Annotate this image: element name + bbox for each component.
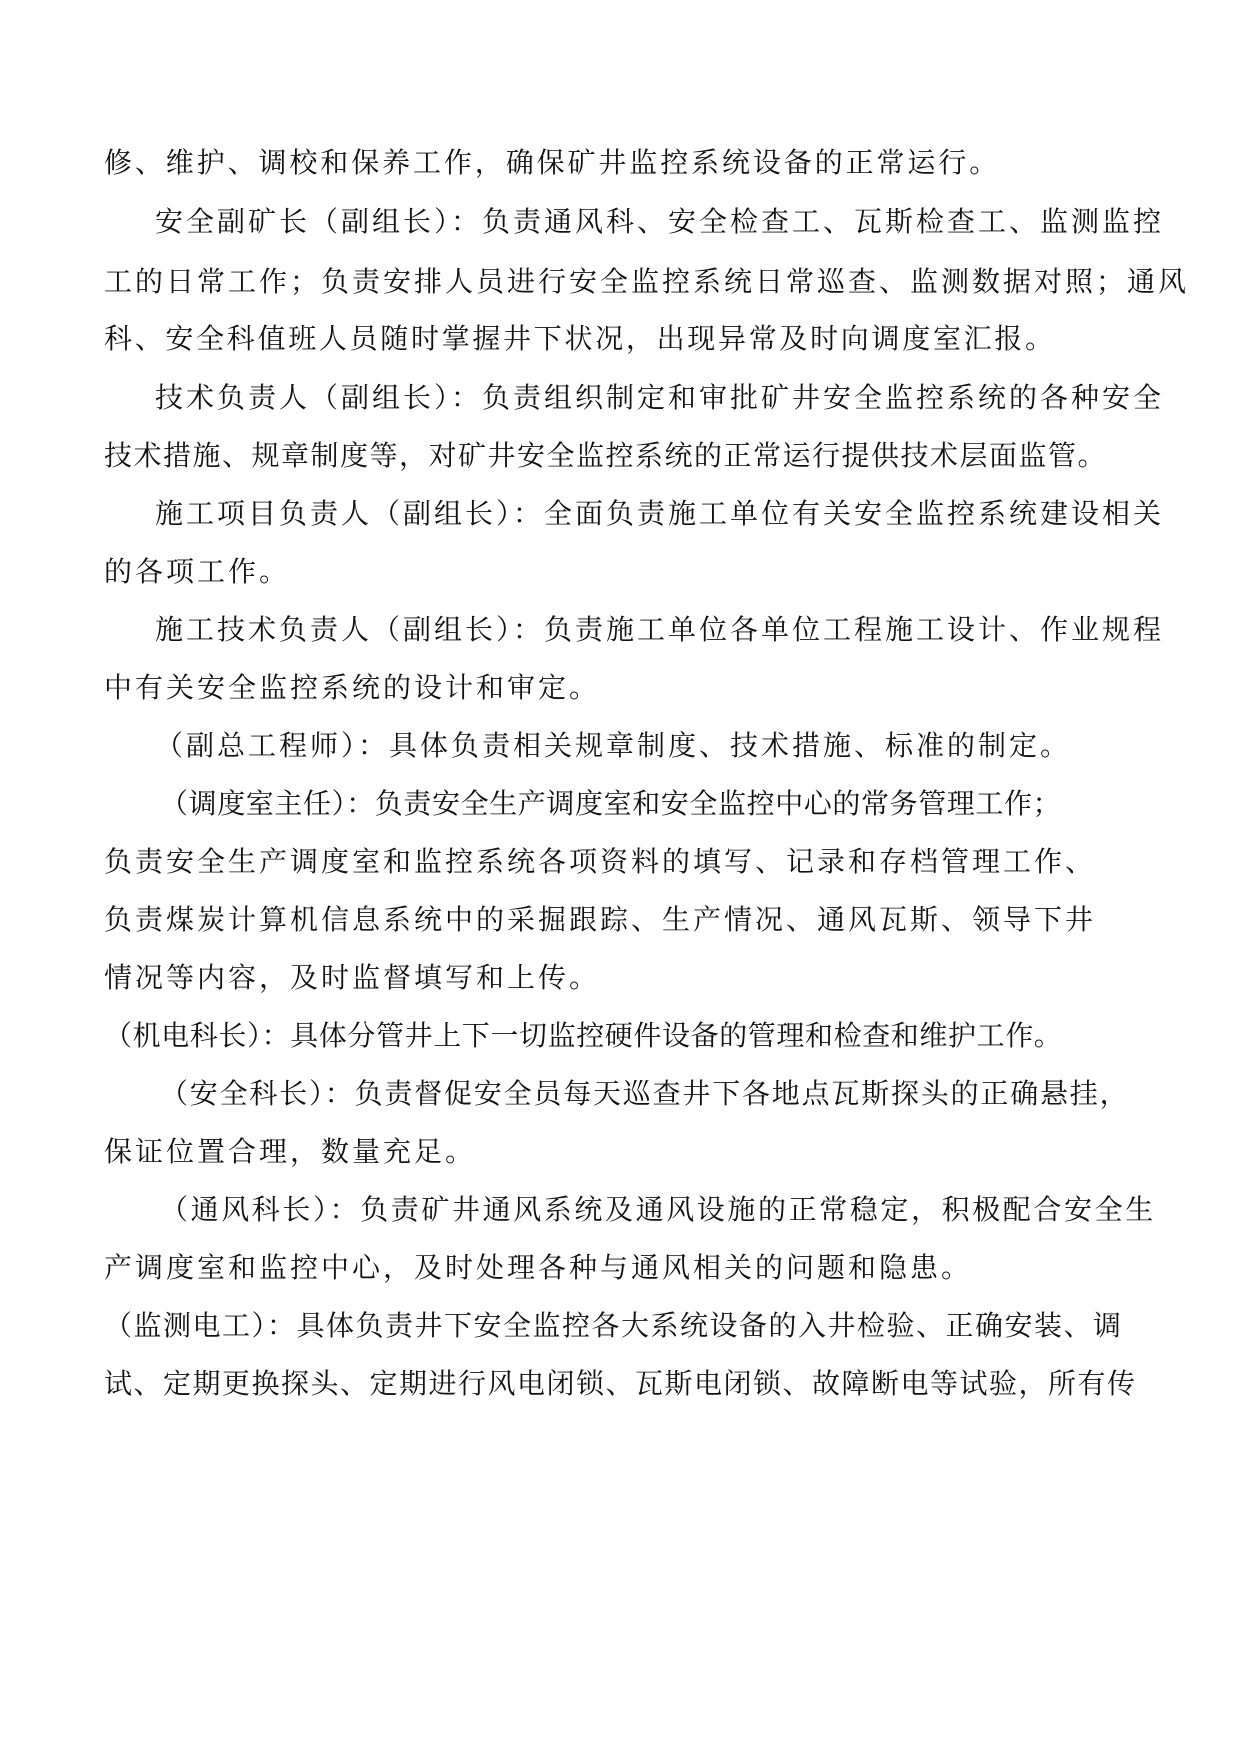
text-line-14: 负责煤炭计算机信息系统中的采掘跟踪、生产情况、通风瓦斯、领导下井 [104,903,1097,936]
text-line-6: 技术措施、规章制度等，对矿井安全监控系统的正常运行提供技术层面监管。 [104,439,1108,472]
text-line-18: 保证位置合理，数量充足。 [104,1135,477,1168]
text-line-22: 试、定期更换探头、定期进行风电闭锁、瓦斯电闭锁、故障断电等试验，所有传 [104,1367,1137,1400]
text-line-4: 科、安全科值班人员随时掌握井下状况，出现异常及时向调度室汇报。 [104,322,1056,355]
text-line-8: 的各项工作。 [104,555,291,588]
text-line-7: 施工项目负责人（副组长）：全面负责施工单位有关安全监控系统建设相关 [155,497,1165,530]
text-line-9: 施工技术负责人（副组长）：负责施工单位各单位工程施工设计、作业规程 [155,613,1165,646]
text-line-12: （调度室主任）：负责安全生产调度室和安全监控中心的常务管理工作； [160,787,1062,820]
text-line-13: 负责安全生产调度室和监控系统各项资料的填写、记录和存档管理工作、 [104,845,1097,878]
text-line-10: 中有关安全监控系统的设计和审定。 [104,671,601,704]
text-line-16: （机电科长）：具体分管井上下一切监控硬件设备的管理和检查和维护工作。 [104,1019,1063,1052]
text-line-15: 情况等内容，及时监督填写和上传。 [104,961,601,994]
text-line-19: （通风科长）：负责矿井通风系统及通风设施的正常稳定，积极配合安全生 [160,1193,1156,1226]
text-line-20: 产调度室和监控中心，及时处理各种与通风相关的问题和隐患。 [104,1251,973,1284]
text-line-11: （副总工程师）：具体负责相关规章制度、技术措施、标准的制定。 [155,729,1072,762]
text-line-2: 安全副矿长（副组长）：负责通风科、安全检查工、瓦斯检查工、监测监控 [155,205,1165,238]
text-line-1: 修、维护、调校和保养工作，确保矿井监控系统设备的正常运行。 [104,146,1001,179]
text-line-5: 技术负责人（副组长）：负责组织制定和审批矿井安全监控系统的各种安全 [155,381,1165,414]
text-line-17: （安全科长）：负责督促安全员每天巡查井下各地点瓦斯探头的正确悬挂， [160,1077,1130,1110]
text-line-21: （监测电工）：具体负责井下安全监控各大系统设备的入井检验、正确安装、调 [104,1309,1123,1342]
text-line-3: 工的日常工作；负责安排人员进行安全监控系统日常巡查、监测数据对照；通风 [104,265,1190,298]
